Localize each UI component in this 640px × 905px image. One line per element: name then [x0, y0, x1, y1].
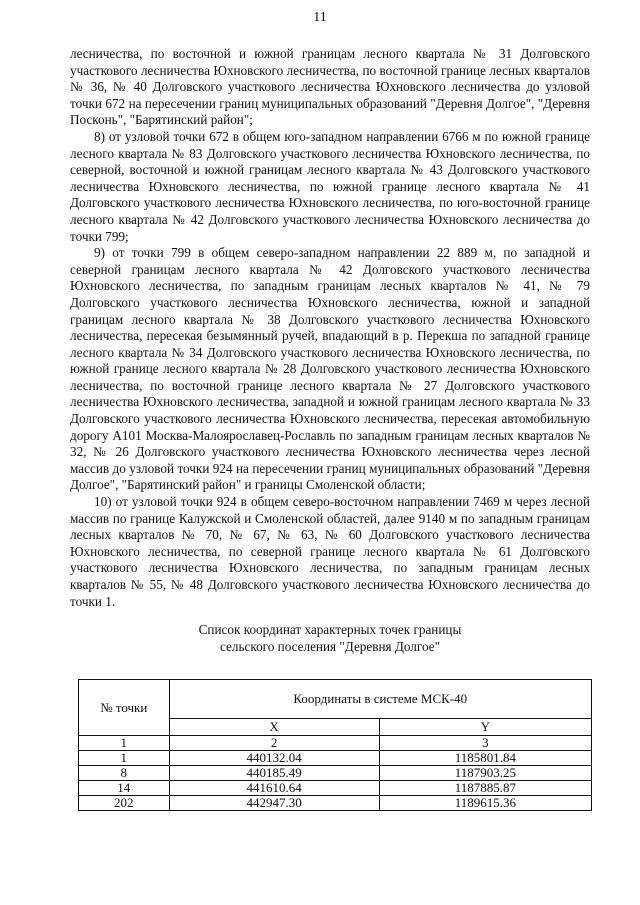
cell-point: 8	[79, 766, 170, 781]
column-number: 3	[379, 736, 591, 751]
cell-y: 1185801.84	[379, 751, 591, 766]
table-row	[79, 751, 592, 766]
cell-y: 1189615.36	[379, 796, 591, 811]
paragraph-continuation: лесничества, по восточной и южной границам лесного квартала № 31 Долговского участкового лесничества Юхновского лесничества, по восточной границе лесных кварталов № 36, № 40 Долговского участкового лесничества Юхновского лесничества до узловой точки 672 на пересечении границ муниципальных образований "Деревня Долгое", "Деревня Посконь", "Барятинский район";	[70, 46, 590, 128]
table-row	[79, 781, 592, 796]
coordinates-list-title	[70, 621, 590, 655]
paragraph-item-8: 8) от узловой точки 672 в общем юго-западном направлении 6766 м по южной границе лесного квартала № 83 Долговского участкового лесничества Юхновского лесничества, по северной, восточной и южной границам лесного квартала № 43 Долговского участкового лесничества Юхновского лесничества, по южной границе лесного квартала № 41 Долговского участкового лесничества Юхновского лесничества, по юго-восточной границе лесного квартала № 42 Долговского участкового лесничества Юхновского лесничества до точки 799;	[70, 128, 590, 244]
table-row	[79, 766, 592, 781]
paragraph-item-9: 9) от точки 799 в общем северо-западном направлении 22 889 м, по западной и северной границам лесного квартала № 42 Долговского участкового лесничества Юхновского лесничества, по западным границам лесных кварталов № 41, № 79 Долговского участкового лесничества Юхновского лесничества, южной и западной границам лесного квартала № 38 Долговского участкового лесничества Юхновского лесничества, пересекая безымянный ручей, впадающий в р. Перекша по западной границе лесного квартала № 34 Долговского участкового лесничества Юхновского лесничества, по южной границе лесного квартала № 28 Долговского участкового лесничества Юхновского лесничества, по восточной границе лесного квартала № 27 Долговского участкового лесничества Юхновского лесничества, западной и южной границам лесного квартала № 33 Долговского участкового лесничества Юхновского лесничества, пересекая автомобильную дорогу А101 Москва-Малоярославец-Рославль по западным границам лесных кварталов № 32, № 26 Долговского участкового лесничества Юхновского лесничества через лесной массив до узловой точки 924 на пересечении границ муниципальных образований "Деревня Долгое", "Барятинский район" и границы Смоленской области;	[70, 245, 590, 493]
coordinates-title-line-2: сельского поселения "Деревня Долгое"	[220, 639, 440, 654]
page-number: 11	[313, 10, 327, 25]
cell-x: 441610.64	[169, 781, 379, 796]
cell-point: 1	[79, 751, 170, 766]
table-header-row	[79, 680, 592, 719]
cell-x: 440185.49	[169, 766, 379, 781]
cell-y: 1187903.25	[379, 766, 591, 781]
paragraph-item-10: 10) от узловой точки 924 в общем северо-восточном направлении 7469 м через лесной массив по границе Калужской и Смоленской областей, далее 9140 м по западным границам лесных кварталов № 70, № 67, № 63, № 60 Долговского участкового лесничества Юхновского лесничества, по северной границе лесного квартала № 61 Долговского участкового лесничества Юхновского лесничества, по западным границам лесных кварталов № 55, № 48 Долговского участкового лесничества Юхновского лесничества до точки 1.	[70, 494, 590, 609]
cell-point: 202	[79, 796, 170, 811]
coordinates-table	[78, 679, 592, 811]
cell-point: 14	[79, 781, 170, 796]
table-row	[79, 796, 592, 811]
table-column-numbers-row	[79, 736, 592, 751]
cell-x: 440132.04	[169, 751, 379, 766]
header-y: Y	[379, 719, 591, 736]
header-point-number: № точки	[79, 680, 170, 736]
cell-x: 442947.30	[169, 796, 379, 811]
header-x: X	[169, 719, 379, 736]
column-number: 2	[169, 736, 379, 751]
body-text	[70, 46, 590, 610]
column-number: 1	[79, 736, 170, 751]
coordinates-title-line-1: Список координат характерных точек границы	[198, 622, 462, 637]
cell-y: 1187885.87	[379, 781, 591, 796]
header-coordinates-system: Координаты в системе МСК-40	[169, 680, 591, 719]
